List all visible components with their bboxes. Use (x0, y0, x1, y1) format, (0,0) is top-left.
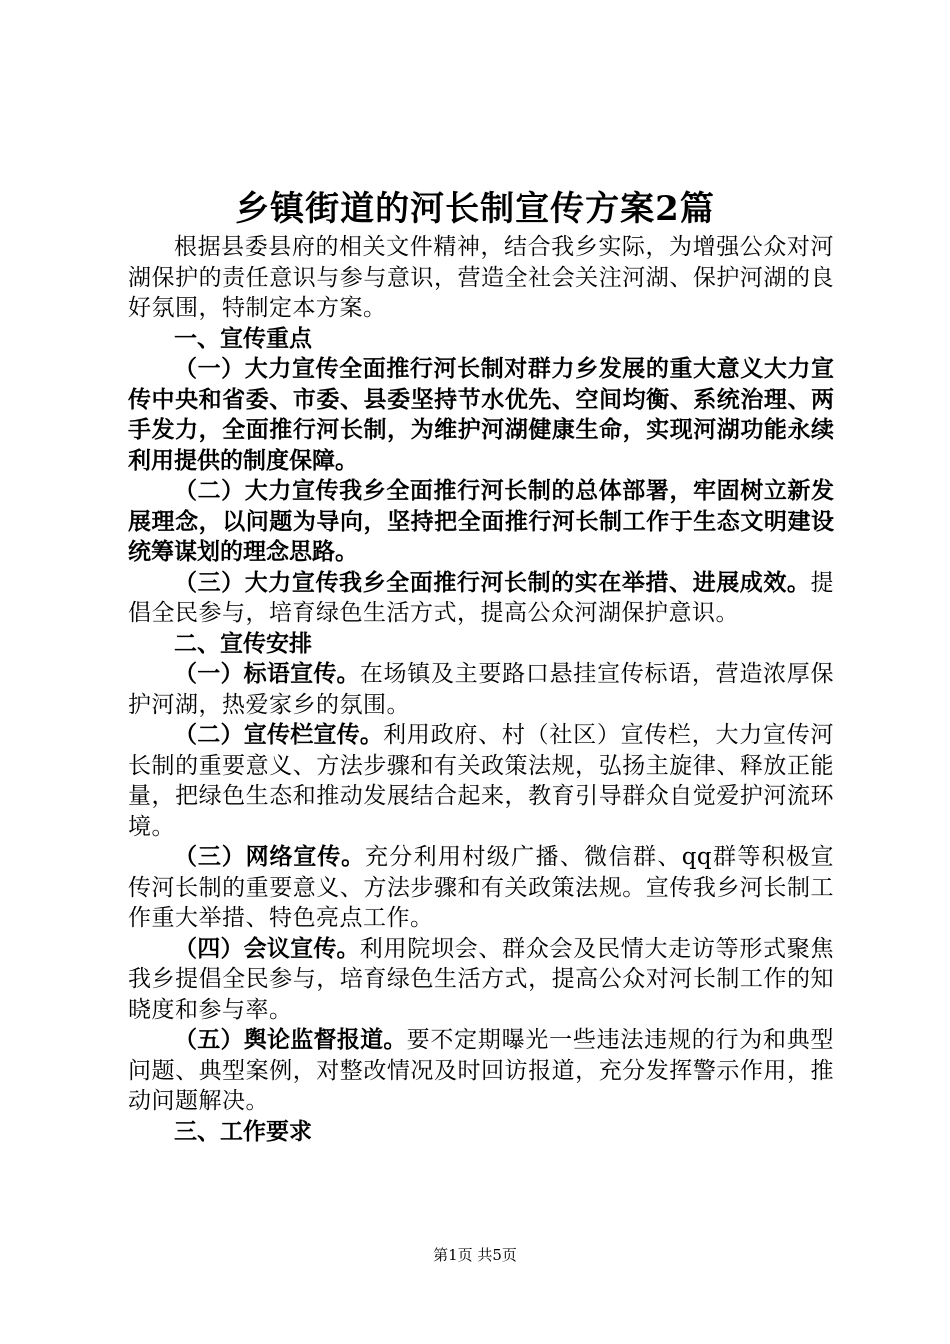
section-heading-3: 三、工作要求 (174, 1118, 312, 1145)
section2-item-4-text: 利用院坝会、群众会及民情大走访等形式聚焦我乡提倡全民参与，培育绿色生活方式，提高公众对河长制工作的知晓度和参与率。 (128, 935, 835, 1023)
section2-item-4 (128, 934, 834, 1026)
section1-item-3-lead: （三）大力宣传我乡全面推行河长制的实在举措、进展成效。 (174, 569, 811, 596)
document-body (128, 232, 834, 1147)
section1-item-1: （一）大力宣传全面推行河长制对群力乡发展的重大意义大力宣传中央和省委、市委、县委坚持节水优先、空间均衡、系统治理、两手发力，全面推行河长制，为维护河湖健康生命，实现河湖功能永续利用提供的制度保障。 (128, 356, 834, 474)
section-heading-2: 二、宣传安排 (174, 630, 312, 657)
document-title: 乡镇街道的河长制宣传方案2篇 (235, 189, 715, 229)
section2-item-2 (128, 720, 834, 842)
section2-item-1-text: 在场镇及主要路口悬挂宣传标语，营造浓厚保护河湖，热爱家乡的氛围。 (128, 661, 835, 718)
page-footer: 第1页 共5页 (433, 1246, 517, 1264)
section1-item-3-text: 提倡全民参与，培育绿色生活方式，提高公众河湖保护意识。 (128, 569, 834, 626)
section-heading-1: 一、宣传重点 (174, 325, 312, 352)
section2-item-5-lead: （五）舆论监督报道。 (174, 1027, 407, 1053)
section2-item-3-lead: （三）网络宣传。 (174, 844, 365, 870)
section2-item-2-lead: （二）宣传栏宣传。 (174, 722, 384, 748)
section2-item-5-text: 要不定期曝光一些违法违规的行为和典型问题、典型案例，对整改情况及时回访报道，充分发挥警示作用，推动问题解决。 (128, 1027, 835, 1114)
section2-item-1-lead: （一）标语宣传。 (174, 661, 360, 687)
section2-item-3 (128, 842, 834, 934)
section1-item-2: （二）大力宣传我乡全面推行河长制的总体部署，牢固树立新发展理念，以问题为导向，坚持把全面推行河长制工作于生态文明建设统筹谋划的理念思路。 (128, 478, 834, 565)
section2-item-4-lead: （四）会议宣传。 (174, 935, 360, 962)
section1-item-3 (128, 568, 834, 629)
section2-item-5 (128, 1025, 834, 1117)
section2-item-1 (128, 659, 834, 720)
intro-paragraph: 根据县委县府的相关文件精神，结合我乡实际，为增强公众对河湖保护的责任意识与参与意识，营造全社会关注河湖、保护河湖的良好氛围，特制定本方案。 (128, 234, 834, 321)
section2-item-2-text: 利用政府、村（社区）宣传栏，大力宣传河长制的重要意义、方法步骤和有关政策法规，弘扬主旋律、释放正能量，把绿色生态和推动发展结合起来，教育引导群众自觉爱护河流环境。 (128, 722, 835, 840)
section2-item-3-text: 充分利用村级广播、微信群、qq群等积极宣传河长制的重要意义、方法步骤和有关政策法规。宣传我乡河长制工作重大举措、特色亮点工作。 (128, 844, 834, 931)
